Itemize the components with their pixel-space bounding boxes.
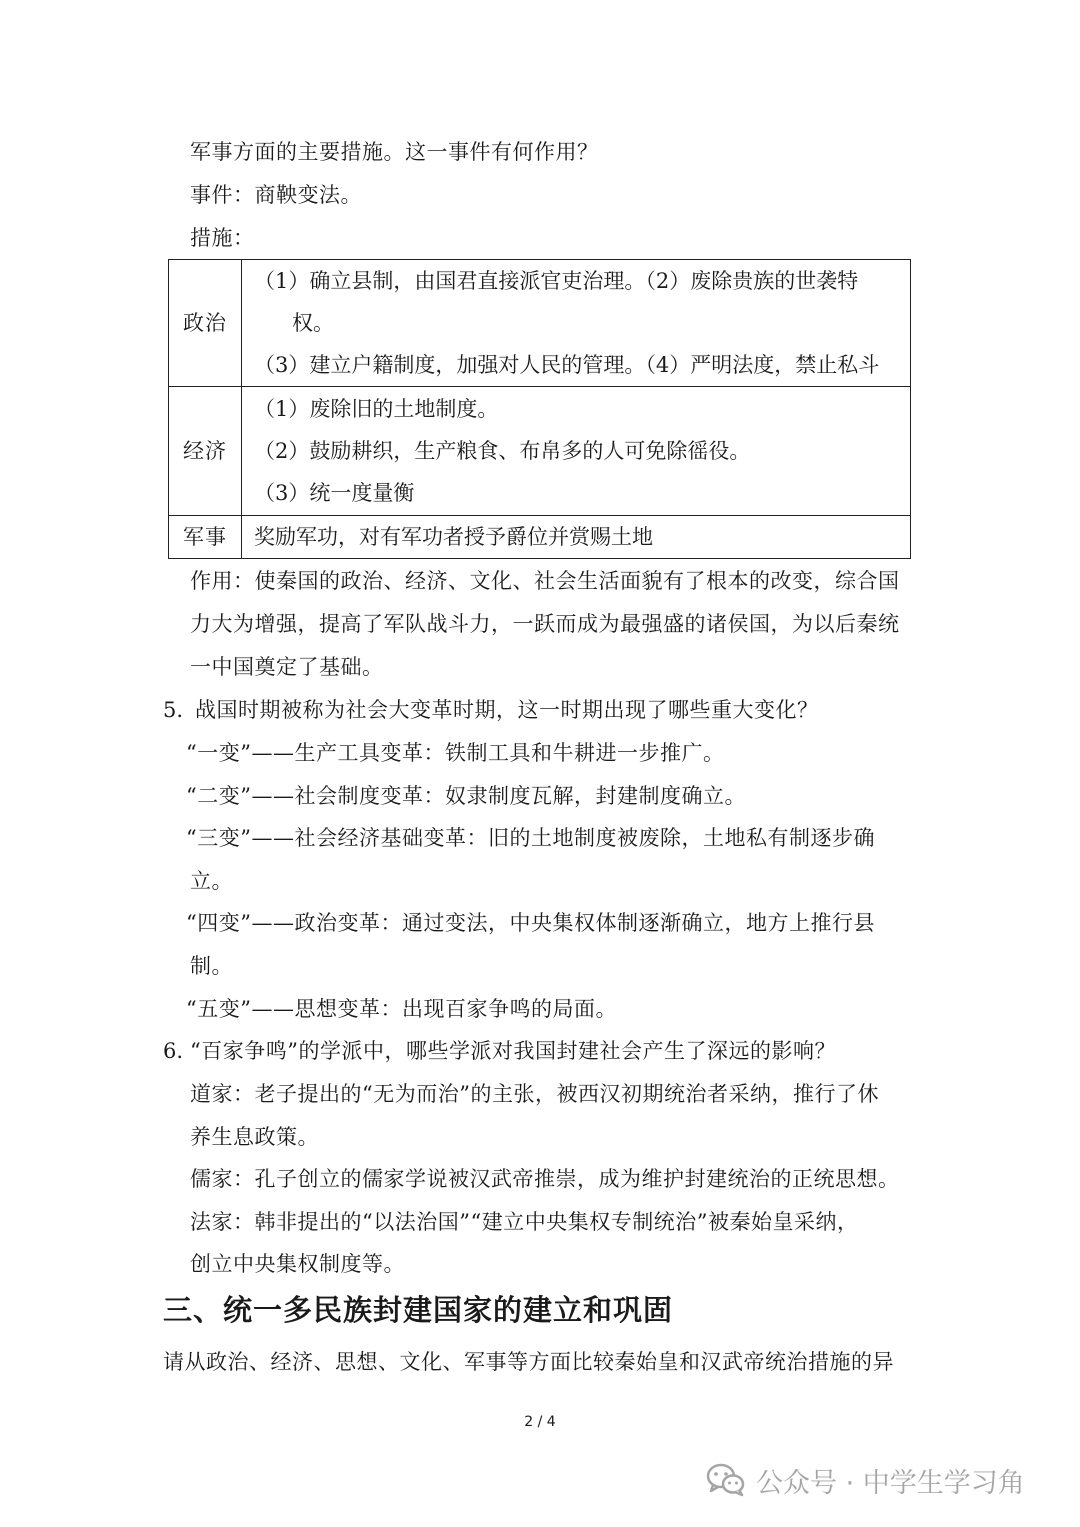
q6-answer-1: 道家：老子提出的“无为而治”的主张，被西汉初期统治者采纳，推行了休 (190, 1082, 879, 1106)
watermark (706, 1460, 1025, 1500)
watermark-text: 公众号 · 中学生学习角 (756, 1467, 1025, 1499)
q5-answer-4: “四变”——政治变革：通过变法，中央集权体制逐渐确立，地方上推行县 (186, 911, 875, 935)
economy-measures (242, 387, 911, 516)
page-number: 2 / 4 (524, 1414, 556, 1430)
economy-line-3: （3）统一度量衡 (254, 481, 415, 505)
q6-answer-3: 法家：韩非提出的“以法治国”“建立中央集权专制统治”被秦始皇采纳， (190, 1210, 859, 1234)
wechat-icon (706, 1463, 746, 1497)
q6-question: “百家争鸣”的学派中，哪些学派对我国封建社会产生了深远的影响？ (190, 1039, 836, 1063)
measures-label: 措施： (190, 226, 255, 250)
q4-question-tail: 军事方面的主要措施。这一事件有何作用？ (190, 140, 599, 164)
section-intro: 请从政治、经济、思想、文化、军事等方面比较秦始皇和汉武帝统治措施的异 (163, 1350, 894, 1374)
effect-line-1: 作用：使秦国的政治、经济、文化、社会生活面貌有了根本的改变，综合国 (190, 569, 900, 593)
category-military: 军事 (169, 516, 242, 559)
section-heading: 三、统一多民族封建国家的建立和巩固 (163, 1293, 674, 1327)
economy-line-2: （2）鼓励耕织，生产粮食、布帛多的人可免除徭役。 (254, 439, 751, 463)
politics-measures (242, 260, 911, 387)
politics-line-2: 权。 (292, 311, 334, 335)
economy-line-1: （1）废除旧的土地制度。 (254, 397, 499, 421)
q5-answer-3-cont: 立。 (190, 869, 233, 893)
event-answer: 事件：商鞅变法。 (190, 183, 362, 207)
q6-answer-2: 儒家：孔子创立的儒家学说被汉武帝推崇，成为维护封建统治的正统思想。 (190, 1167, 900, 1191)
q5-answer-5: “五变”——思想变革：出现百家争鸣的局面。 (186, 997, 617, 1021)
table-row-economy (169, 387, 911, 516)
military-measures (242, 516, 911, 559)
q5-number: 5. (163, 698, 184, 722)
table-row-politics (169, 260, 911, 387)
effect-line-2: 力大为增强，提高了军队战斗力，一跃而成为最强盛的诸侯国，为以后秦统 (190, 612, 900, 636)
q6-answer-3-cont: 创立中央集权制度等。 (190, 1252, 405, 1276)
category-economy: 经济 (169, 387, 242, 516)
politics-line-3: （3）建立户籍制度，加强对人民的管理。（4）严明法度，禁止私斗 (254, 353, 880, 377)
q5-question: 战国时期被称为社会大变革时期，这一时期出现了哪些重大变化？ (195, 698, 819, 722)
measures-table (168, 259, 911, 559)
politics-line-1: （1）确立县制，由国君直接派官吏治理。（2）废除贵族的世袭特 (254, 269, 859, 293)
q5-answer-4-cont: 制。 (190, 954, 233, 978)
q5-answer-3: “三变”——社会经济基础变革：旧的土地制度被废除，土地私有制逐步确 (186, 826, 875, 850)
q5-answer-1: “一变”——生产工具变革：铁制工具和牛耕进一步推广。 (186, 741, 725, 765)
q6-answer-1-cont: 养生息政策。 (190, 1125, 319, 1149)
table-row-military (169, 516, 911, 559)
effect-line-3: 一中国奠定了基础。 (190, 655, 384, 679)
military-line-1: 奖励军功，对有军功者授予爵位并赏赐土地 (254, 525, 653, 549)
q6-number: 6. (163, 1039, 184, 1063)
category-politics: 政治 (169, 260, 242, 387)
q5-answer-2: “二变”——社会制度变革：奴隶制度瓦解，封建制度确立。 (186, 784, 746, 808)
